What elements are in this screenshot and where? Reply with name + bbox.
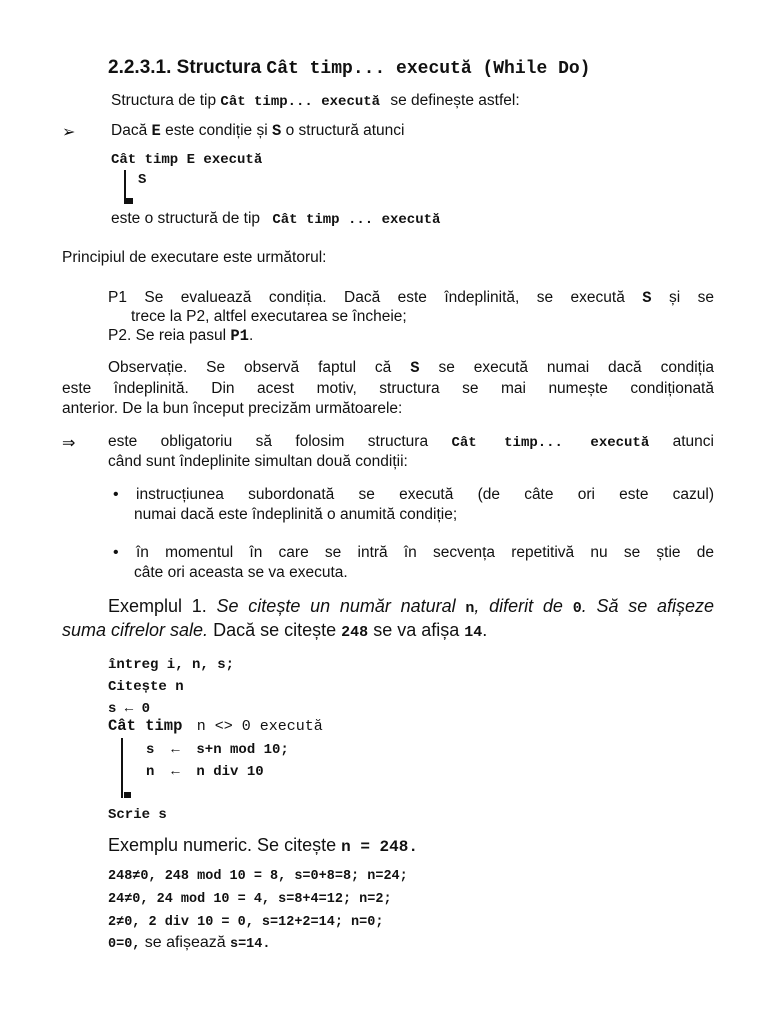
example-1-v248: 248 xyxy=(341,624,369,641)
algo-loop-rest: n <> 0 execută xyxy=(196,718,323,735)
bullet-2-line1: în momentul în care se intră în secvența repetitivă nu se știe de xyxy=(136,544,714,561)
numeric-row: 248≠0, 248 mod 10 = 8, s=0+8=8; n=24; xyxy=(108,869,408,884)
numeric-label: Exemplu numeric. Se citește xyxy=(108,835,337,855)
bullet-2-line2: câte ori aceasta se va executa. xyxy=(134,564,348,581)
cond-e: E xyxy=(151,122,161,140)
schema-body: S xyxy=(138,172,147,188)
section-title-code: Cât timp... execută (While Do) xyxy=(266,59,591,79)
cond-s: S xyxy=(271,122,282,140)
example-1-it3: . Să se afișeze xyxy=(581,596,714,616)
numeric-value: n = 248. xyxy=(341,838,418,856)
section-number: 2.2.3.1. xyxy=(108,57,172,78)
obligation-a: este obligatoriu să folosim structura xyxy=(108,433,429,450)
implies-arrow-icon: ⇒ xyxy=(62,435,76,452)
example-1-line2-a: Dacă se citește xyxy=(213,620,337,640)
algo-loop-bar xyxy=(121,738,123,798)
condition-line xyxy=(111,122,405,140)
algo-init: s ← 0 xyxy=(108,701,151,717)
numeric-row: 24≠0, 24 mod 10 = 4, s=8+4=12; n=2; xyxy=(108,892,392,907)
definition-line xyxy=(111,92,520,110)
step-p1-s: S xyxy=(642,289,652,307)
section-title xyxy=(108,57,590,79)
obligation-b: atunci xyxy=(672,433,714,450)
definition-tail: se definește astfel: xyxy=(390,92,520,109)
obligation-code: Cât timp... execută xyxy=(451,435,650,451)
step-p2-end: . xyxy=(248,327,254,344)
step-p1-line1 xyxy=(108,289,714,307)
example-1-line2 xyxy=(62,620,487,641)
definition-code: Cât timp... execută xyxy=(220,94,381,110)
schema-conclusion-text: este o structură de tip xyxy=(111,210,261,227)
bullet-1-line2: numai dacă este îndeplinită o anumită condiție; xyxy=(134,506,458,523)
numeric-last-a: 0=0, xyxy=(108,937,141,952)
principle-intro: Principiul de executare este următorul: xyxy=(62,249,327,266)
algo-decl: întreg i, n, s; xyxy=(108,657,235,673)
example-1-line1 xyxy=(108,596,714,617)
numeric-last-row xyxy=(108,934,270,952)
algo-write: Scrie s xyxy=(108,807,167,823)
numeric-header xyxy=(108,835,418,856)
algo-stmt1: s ← s+n mod 10; xyxy=(146,742,289,758)
example-1-n: n xyxy=(465,600,475,617)
schema-conclusion xyxy=(111,210,440,228)
step-p2-code: P1 xyxy=(230,327,249,345)
observation-s: S xyxy=(410,359,420,377)
cond-p3: o structură atunci xyxy=(285,122,405,139)
algo-end-square-icon xyxy=(124,792,131,798)
step-p2 xyxy=(108,327,253,345)
example-1-v14: 14 xyxy=(464,624,483,641)
example-1-line2-b: se va afișa xyxy=(373,620,460,640)
arrowhead-bullet-icon: ➢ xyxy=(62,124,76,141)
step-p1-b: și se xyxy=(669,289,715,306)
algo-stmt2: n ← n div 10 xyxy=(146,764,264,780)
definition-lead: Structura de tip xyxy=(111,92,217,109)
bullet-dot-icon: • xyxy=(113,486,119,503)
example-1-it2: , diferit de xyxy=(474,596,563,616)
example-1-line2-end: . xyxy=(482,620,488,640)
observation-b: se execută numai dacă condiția xyxy=(438,359,715,376)
bullet-1-line1: instrucțiunea subordonată se execută (de câte ori este cazul) xyxy=(136,486,714,503)
example-1-line2-it: suma cifrelor sale. xyxy=(62,620,209,640)
algo-loop-kw: Cât timp xyxy=(108,717,183,735)
observation-line3: anterior. De la bun început precizăm următoarele: xyxy=(62,400,403,417)
section-title-text: Structura xyxy=(176,57,262,78)
observation-line2: este îndeplinită. Din acest motiv, structura se mai numește condiționată xyxy=(62,380,714,397)
step-p1-a: P1 Se evaluează condiția. Dacă este îndeplinită, se execută xyxy=(108,289,625,306)
example-1-zero: 0 xyxy=(572,600,582,617)
step-p2-text: P2. Se reia pasul xyxy=(108,327,227,344)
algo-read: Citește n xyxy=(108,679,184,695)
example-1-label: Exemplul 1. xyxy=(108,596,207,616)
obligation-line1 xyxy=(108,433,714,451)
numeric-last-b: se afișează xyxy=(144,934,226,951)
numeric-row: 2≠0, 2 div 10 = 0, s=12+2=14; n=0; xyxy=(108,915,384,930)
example-1-it1: Se citește un număr natural xyxy=(216,596,456,616)
cond-p2: este condiție și xyxy=(165,122,268,139)
observation-a: Observație. Se observă faptul că xyxy=(108,359,392,376)
obligation-line2: când sunt îndeplinite simultan două condiții: xyxy=(108,453,408,470)
step-p1-line2: trece la P2, altfel executarea se încheie; xyxy=(131,308,407,325)
schema-conclusion-code: Cât timp ... execută xyxy=(272,212,441,228)
schema-end-square-icon xyxy=(126,198,133,204)
schema-header: Cât timp E execută xyxy=(111,152,263,168)
bullet-dot-icon: • xyxy=(113,544,119,561)
cond-p1: Dacă xyxy=(111,122,148,139)
algo-loop-line xyxy=(108,717,323,735)
numeric-last-code: s=14. xyxy=(229,937,271,952)
observation-line1 xyxy=(108,359,714,377)
